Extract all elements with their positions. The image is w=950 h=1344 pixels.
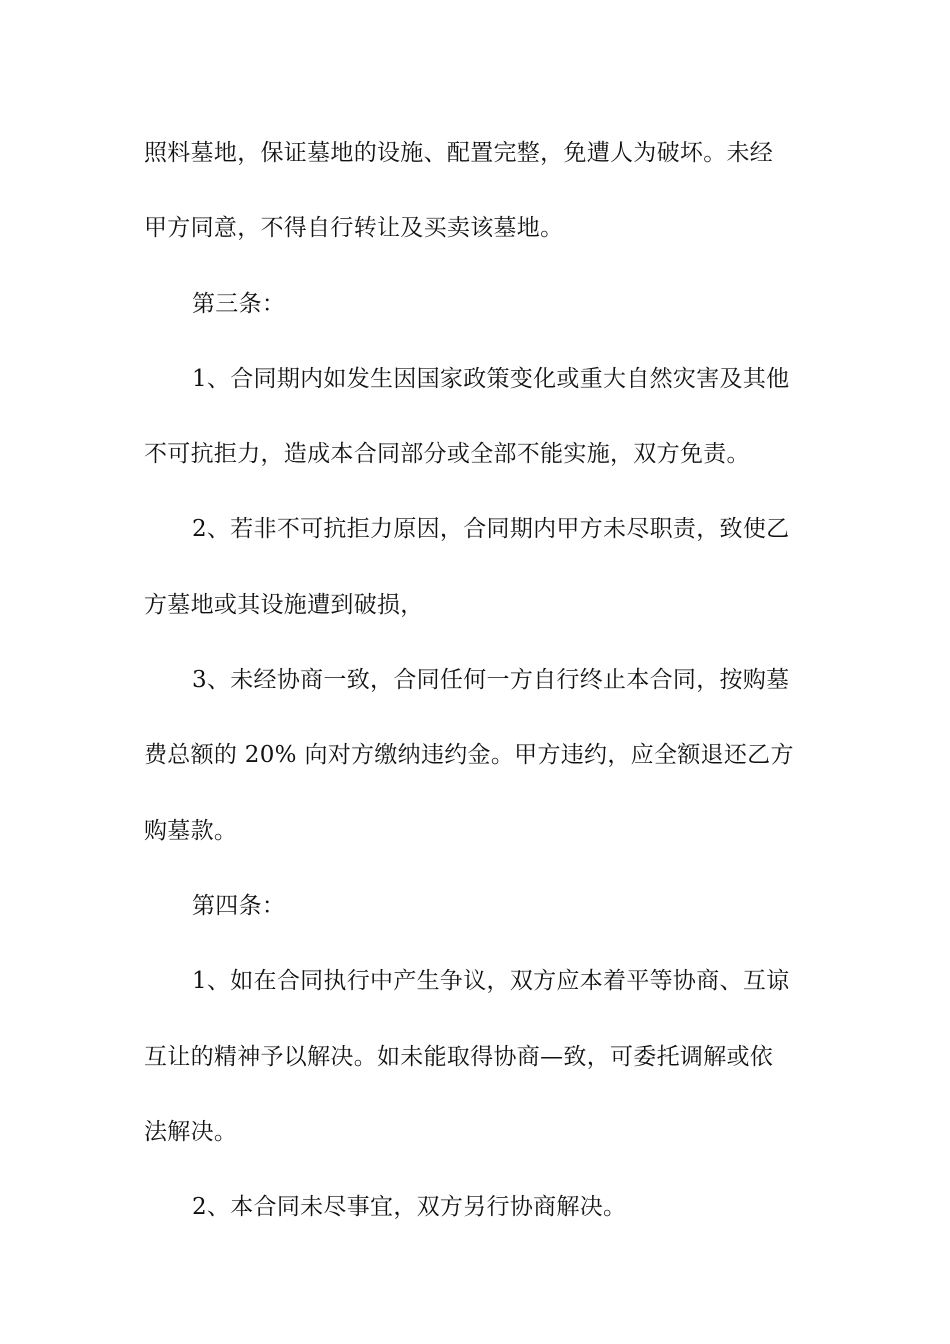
text-line: 互让的精神予以解决。如未能取得协商—致，可委托调解或依 xyxy=(144,1043,774,1070)
text-line: 法解决。 xyxy=(144,1118,238,1145)
clause-line: 2、本合同未尽事宜，双方另行协商解决。 xyxy=(192,1194,627,1221)
text-line: 照料墓地，保证墓地的设施、配置完整，免遭人为破坏。未经 xyxy=(144,140,774,166)
clause-line: 1、如在合同执行中产生争议，双方应本着平等协商、互谅 xyxy=(192,968,790,995)
text-line: 不可抗拒力，造成本合同部分或全部不能实施，双方免责。 xyxy=(144,441,750,468)
clause-line: 3、未经协商一致，合同任何一方自行终止本合同，按购墓 xyxy=(192,667,790,694)
text-line: 甲方同意，不得自行转让及买卖该墓地。 xyxy=(144,215,564,242)
article-heading: 第三条： xyxy=(192,290,286,317)
contract-text-block xyxy=(144,128,806,1257)
clause-line: 1、合同期内如发生因国家政策变化或重大自然灾害及其他 xyxy=(192,365,790,392)
article-heading: 第四条： xyxy=(192,892,286,919)
clause-line: 2、若非不可抗拒力原因，合同期内甲方未尽职责，致使乙 xyxy=(192,516,790,543)
text-line: 方墓地或其设施遭到破损， xyxy=(144,591,424,618)
text-line: 购墓款。 xyxy=(144,817,238,844)
text-line: 费总额的 20% 向对方缴纳违约金。甲方违约，应全额退还乙方 xyxy=(144,742,794,769)
